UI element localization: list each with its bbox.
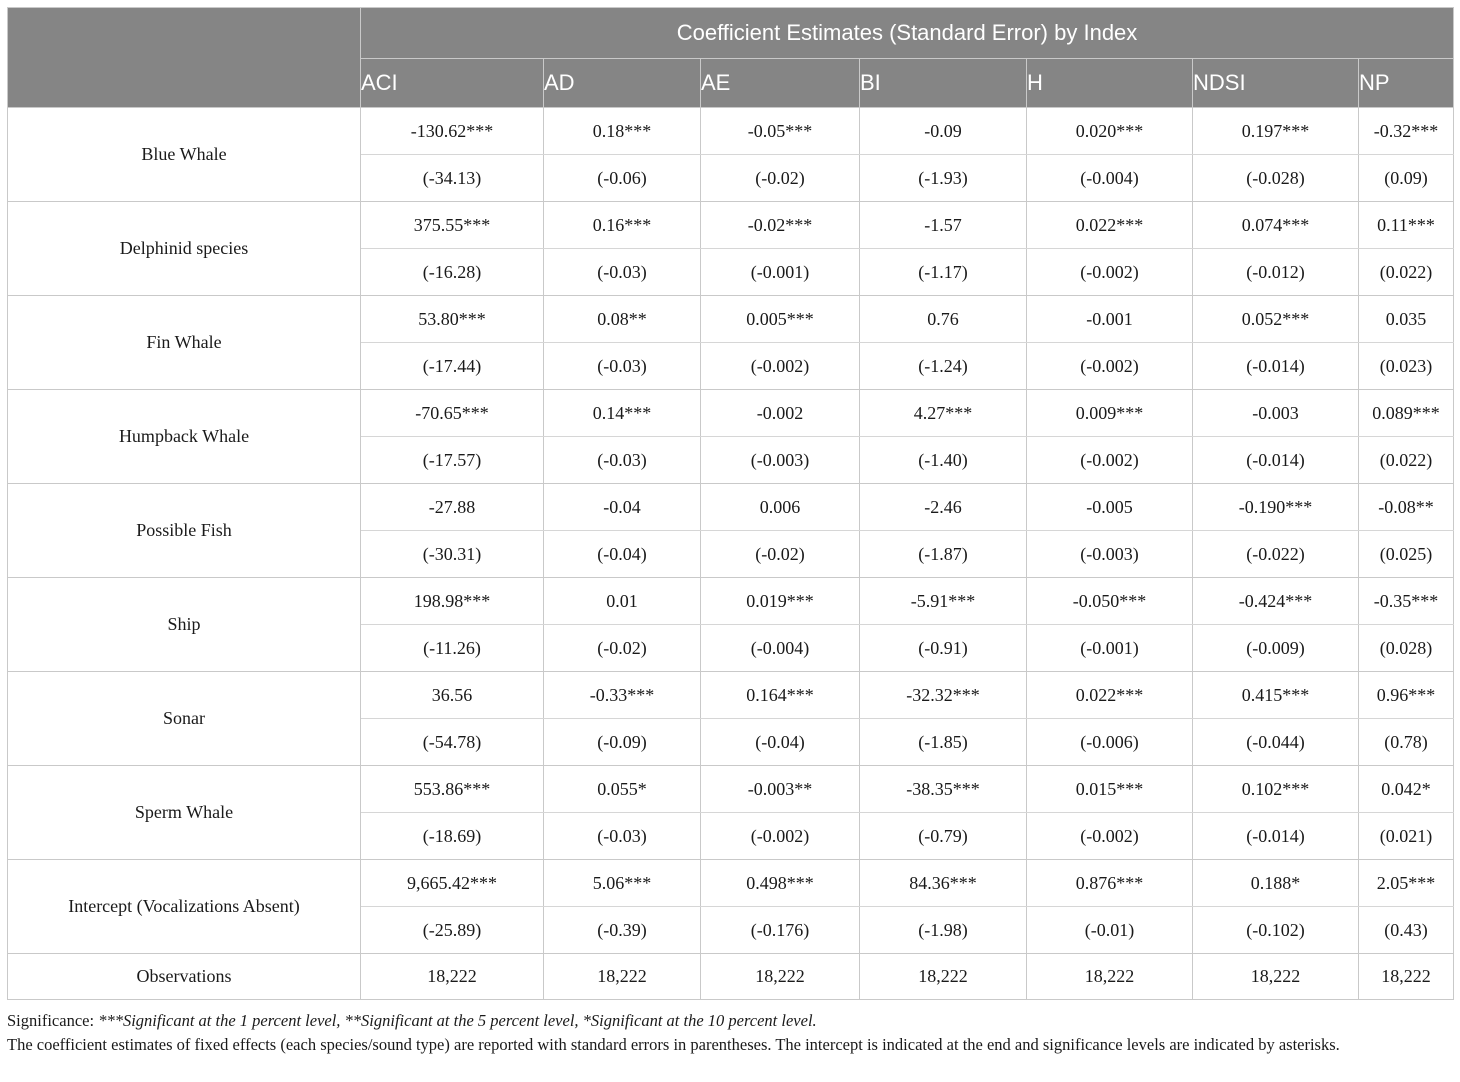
- std-error-cell: (-0.004): [1027, 155, 1193, 202]
- table-row-estimates: [8, 108, 1454, 155]
- row-label: Sonar: [8, 672, 361, 766]
- std-error-cell: (-0.02): [701, 531, 860, 578]
- estimate-cell: 4.27***: [860, 390, 1027, 437]
- estimate-cell: -0.32***: [1359, 108, 1454, 155]
- estimate-cell: -0.190***: [1193, 484, 1359, 531]
- estimate-cell: -130.62***: [361, 108, 544, 155]
- estimate-cell: -0.005: [1027, 484, 1193, 531]
- estimate-cell: -2.46: [860, 484, 1027, 531]
- estimate-cell: 375.55***: [361, 202, 544, 249]
- estimate-cell: 0.020***: [1027, 108, 1193, 155]
- std-error-cell: (-1.93): [860, 155, 1027, 202]
- row-label: Blue Whale: [8, 108, 361, 202]
- estimate-cell: -32.32***: [860, 672, 1027, 719]
- std-error-cell: (-0.001): [1027, 625, 1193, 672]
- observations-cell: 18,222: [361, 954, 544, 1000]
- estimate-cell: 0.18***: [544, 108, 701, 155]
- std-error-cell: (-0.012): [1193, 249, 1359, 296]
- estimate-cell: -0.003**: [701, 766, 860, 813]
- description-note: The coefficient estimates of fixed effects (each species/sound type) are reported with standard errors in parentheses. The intercept is indicated at the end and significance levels are indicated by asterisks.: [7, 1035, 1340, 1054]
- std-error-cell: (-0.009): [1193, 625, 1359, 672]
- estimate-cell: 0.876***: [1027, 860, 1193, 907]
- table-row-estimates: [8, 578, 1454, 625]
- column-header-bi: BI: [860, 59, 1027, 108]
- std-error-cell: (0.09): [1359, 155, 1454, 202]
- row-label: Intercept (Vocalizations Absent): [8, 860, 361, 954]
- std-error-cell: (-0.91): [860, 625, 1027, 672]
- std-error-cell: (-0.001): [701, 249, 860, 296]
- table-row-estimates: [8, 672, 1454, 719]
- std-error-cell: (-0.04): [544, 531, 701, 578]
- std-error-cell: (-0.102): [1193, 907, 1359, 954]
- std-error-cell: (-0.028): [1193, 155, 1359, 202]
- estimate-cell: -0.09: [860, 108, 1027, 155]
- std-error-cell: (-16.28): [361, 249, 544, 296]
- std-error-cell: (0.021): [1359, 813, 1454, 860]
- estimate-cell: -0.08**: [1359, 484, 1454, 531]
- std-error-cell: (-0.02): [544, 625, 701, 672]
- std-error-cell: (-0.176): [701, 907, 860, 954]
- std-error-cell: (-0.01): [1027, 907, 1193, 954]
- column-header-np: NP: [1359, 59, 1454, 108]
- std-error-cell: (-18.69): [361, 813, 544, 860]
- row-label: Sperm Whale: [8, 766, 361, 860]
- estimate-cell: -0.33***: [544, 672, 701, 719]
- estimate-cell: -0.424***: [1193, 578, 1359, 625]
- estimate-cell: 0.005***: [701, 296, 860, 343]
- std-error-cell: (-25.89): [361, 907, 544, 954]
- std-error-cell: (-1.24): [860, 343, 1027, 390]
- std-error-cell: (-0.002): [1027, 437, 1193, 484]
- estimate-cell: 0.019***: [701, 578, 860, 625]
- std-error-cell: (0.025): [1359, 531, 1454, 578]
- std-error-cell: (-0.02): [701, 155, 860, 202]
- estimate-cell: -70.65***: [361, 390, 544, 437]
- std-error-cell: (-1.40): [860, 437, 1027, 484]
- table-row-estimates: [8, 202, 1454, 249]
- std-error-cell: (-17.44): [361, 343, 544, 390]
- estimate-cell: 0.022***: [1027, 202, 1193, 249]
- row-label: Ship: [8, 578, 361, 672]
- std-error-cell: (-11.26): [361, 625, 544, 672]
- estimate-cell: 0.415***: [1193, 672, 1359, 719]
- estimate-cell: 0.08**: [544, 296, 701, 343]
- std-error-cell: (-17.57): [361, 437, 544, 484]
- estimate-cell: 0.164***: [701, 672, 860, 719]
- column-header-ae: AE: [701, 59, 860, 108]
- std-error-cell: (-0.03): [544, 813, 701, 860]
- table-row-estimates: [8, 860, 1454, 907]
- std-error-cell: (-1.98): [860, 907, 1027, 954]
- table-row-estimates: [8, 390, 1454, 437]
- estimate-cell: 0.055*: [544, 766, 701, 813]
- observations-cell: 18,222: [1193, 954, 1359, 1000]
- std-error-cell: (0.022): [1359, 249, 1454, 296]
- std-error-cell: (-0.04): [701, 719, 860, 766]
- std-error-cell: (-0.003): [1027, 531, 1193, 578]
- estimate-cell: 0.035: [1359, 296, 1454, 343]
- significance-note: [7, 1009, 1453, 1033]
- std-error-cell: (-0.002): [1027, 813, 1193, 860]
- estimate-cell: 0.14***: [544, 390, 701, 437]
- estimate-cell: -0.050***: [1027, 578, 1193, 625]
- estimate-cell: -0.04: [544, 484, 701, 531]
- estimate-cell: 0.006: [701, 484, 860, 531]
- std-error-cell: (-0.03): [544, 249, 701, 296]
- std-error-cell: (-0.79): [860, 813, 1027, 860]
- header-corner: [8, 8, 361, 108]
- row-label: Observations: [8, 954, 361, 1000]
- std-error-cell: (-1.17): [860, 249, 1027, 296]
- coefficient-table: [7, 7, 1454, 1000]
- estimate-cell: 0.009***: [1027, 390, 1193, 437]
- std-error-cell: (-0.09): [544, 719, 701, 766]
- row-label: Fin Whale: [8, 296, 361, 390]
- estimate-cell: 0.042*: [1359, 766, 1454, 813]
- estimate-cell: 84.36***: [860, 860, 1027, 907]
- estimate-cell: 53.80***: [361, 296, 544, 343]
- std-error-cell: (0.78): [1359, 719, 1454, 766]
- table-row-estimates: [8, 484, 1454, 531]
- estimate-cell: -38.35***: [860, 766, 1027, 813]
- estimate-cell: 0.089***: [1359, 390, 1454, 437]
- table-body: [8, 108, 1454, 1000]
- table-row-estimates: [8, 296, 1454, 343]
- std-error-cell: (-0.014): [1193, 813, 1359, 860]
- estimate-cell: -0.003: [1193, 390, 1359, 437]
- estimate-cell: 0.102***: [1193, 766, 1359, 813]
- column-header-ndsi: NDSI: [1193, 59, 1359, 108]
- observations-cell: 18,222: [860, 954, 1027, 1000]
- std-error-cell: (-1.85): [860, 719, 1027, 766]
- estimate-cell: -5.91***: [860, 578, 1027, 625]
- column-header-aci: ACI: [361, 59, 544, 108]
- significance-prefix: Significance:: [7, 1011, 99, 1030]
- std-error-cell: (-0.002): [701, 813, 860, 860]
- observations-cell: 18,222: [544, 954, 701, 1000]
- table-container: [7, 7, 1453, 1057]
- std-error-cell: (-0.003): [701, 437, 860, 484]
- std-error-cell: (-0.004): [701, 625, 860, 672]
- std-error-cell: (-30.31): [361, 531, 544, 578]
- std-error-cell: (-0.044): [1193, 719, 1359, 766]
- estimate-cell: -27.88: [361, 484, 544, 531]
- estimate-cell: -0.05***: [701, 108, 860, 155]
- std-error-cell: (-0.014): [1193, 437, 1359, 484]
- estimate-cell: 0.76: [860, 296, 1027, 343]
- estimate-cell: -0.002: [701, 390, 860, 437]
- estimate-cell: 0.96***: [1359, 672, 1454, 719]
- estimate-cell: 0.197***: [1193, 108, 1359, 155]
- std-error-cell: (-0.002): [1027, 249, 1193, 296]
- estimate-cell: -1.57: [860, 202, 1027, 249]
- table-notes: [7, 1009, 1453, 1057]
- estimate-cell: 0.022***: [1027, 672, 1193, 719]
- estimate-cell: 0.052***: [1193, 296, 1359, 343]
- estimate-cell: 0.074***: [1193, 202, 1359, 249]
- estimate-cell: -0.35***: [1359, 578, 1454, 625]
- column-header-ad: AD: [544, 59, 701, 108]
- estimate-cell: 0.498***: [701, 860, 860, 907]
- std-error-cell: (-34.13): [361, 155, 544, 202]
- estimate-cell: 0.01: [544, 578, 701, 625]
- estimate-cell: 2.05***: [1359, 860, 1454, 907]
- estimate-cell: -0.02***: [701, 202, 860, 249]
- group-header: Coefficient Estimates (Standard Error) by Index: [361, 8, 1454, 59]
- std-error-cell: (-0.03): [544, 437, 701, 484]
- estimate-cell: 9,665.42***: [361, 860, 544, 907]
- std-error-cell: (0.022): [1359, 437, 1454, 484]
- observations-cell: 18,222: [1359, 954, 1454, 1000]
- std-error-cell: (-0.002): [1027, 343, 1193, 390]
- estimate-cell: 0.16***: [544, 202, 701, 249]
- estimate-cell: 5.06***: [544, 860, 701, 907]
- row-label: Delphinid species: [8, 202, 361, 296]
- std-error-cell: (-0.006): [1027, 719, 1193, 766]
- std-error-cell: (-0.39): [544, 907, 701, 954]
- estimate-cell: 0.11***: [1359, 202, 1454, 249]
- estimate-cell: 0.015***: [1027, 766, 1193, 813]
- estimate-cell: -0.001: [1027, 296, 1193, 343]
- estimate-cell: 0.188*: [1193, 860, 1359, 907]
- std-error-cell: (-54.78): [361, 719, 544, 766]
- std-error-cell: (-0.014): [1193, 343, 1359, 390]
- observations-cell: 18,222: [1027, 954, 1193, 1000]
- std-error-cell: (-0.03): [544, 343, 701, 390]
- row-label: Humpback Whale: [8, 390, 361, 484]
- column-header-h: H: [1027, 59, 1193, 108]
- row-label: Possible Fish: [8, 484, 361, 578]
- estimate-cell: 553.86***: [361, 766, 544, 813]
- std-error-cell: (-0.002): [701, 343, 860, 390]
- std-error-cell: (0.43): [1359, 907, 1454, 954]
- std-error-cell: (0.023): [1359, 343, 1454, 390]
- table-row-estimates: [8, 766, 1454, 813]
- estimate-cell: 198.98***: [361, 578, 544, 625]
- significance-text: ***Significant at the 1 percent level, **Significant at the 5 percent level, *Significant at the 10 percent level.: [98, 1011, 817, 1030]
- std-error-cell: (0.028): [1359, 625, 1454, 672]
- table-row-observations: [8, 954, 1454, 1000]
- std-error-cell: (-0.06): [544, 155, 701, 202]
- estimate-cell: 36.56: [361, 672, 544, 719]
- std-error-cell: (-0.022): [1193, 531, 1359, 578]
- std-error-cell: (-1.87): [860, 531, 1027, 578]
- observations-cell: 18,222: [701, 954, 860, 1000]
